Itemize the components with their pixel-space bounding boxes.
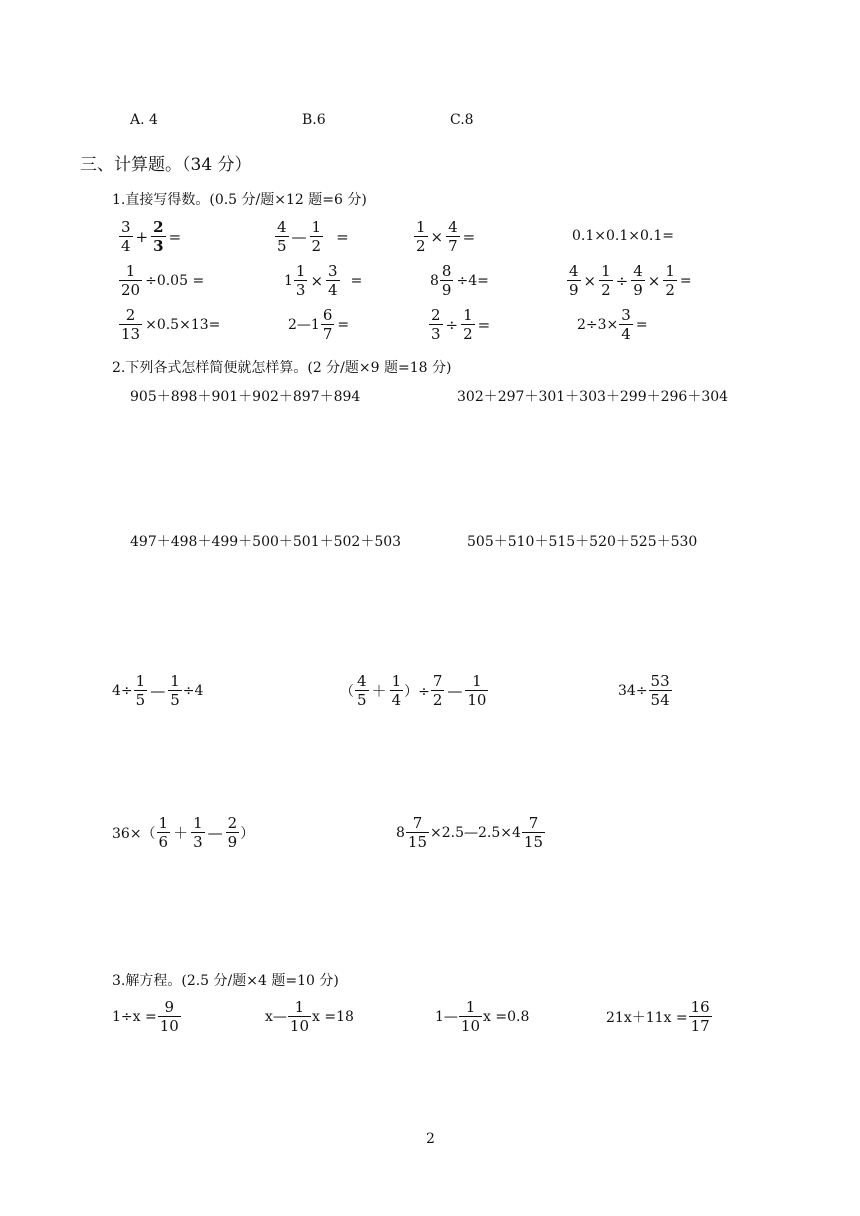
p2-e4: 505＋510＋515＋520＋525＋530 (467, 534, 698, 550)
p2-e1: 905＋898＋901＋902＋897＋894 (130, 389, 361, 405)
p1-r2-b: 1 $\frac{1}{3}$ × $\frac{3}{4}$ = (284, 262, 363, 299)
p1-r3-a: $\frac{2}{13}$ ×0.5×13= (121, 306, 221, 343)
p3-q3: 1— $\frac{1}{10}$ x =0.8 (435, 998, 530, 1035)
p3-q1: 1÷x = $\frac{9}{10}$ (112, 998, 179, 1035)
p1-r3-d: 2÷3× $\frac{3}{4}$ = (577, 306, 648, 343)
part1-heading: 1.直接写得数。(0.5 分/题×12 题=6 分) (112, 192, 367, 208)
choice-b: B.6 (302, 112, 326, 128)
p2-e7: 34÷ $\frac{53}{54}$ (618, 672, 670, 709)
section3-title: 三、计算题。（34 分） (80, 155, 252, 175)
p1-r3-c: $\frac{2}{3}$ ÷ $\frac{1}{2}$ = (431, 306, 491, 343)
p1-r1-b: $\frac{4}{5}$ — $\frac{1}{2}$ = (277, 218, 349, 255)
p1-r2-d: $\frac{4}{9}$ × $\frac{1}{2}$ ÷ $\frac{4}{9}$ × $\frac{1}{2}$ = (569, 262, 692, 299)
p3-q2: x— $\frac{1}{10}$ x =18 (265, 998, 354, 1035)
part3-heading: 3.解方程。(2.5 分/题×4 题=10 分) (112, 973, 339, 989)
p2-e8: 36×（ $\frac{1}{6}$ ＋ $\frac{1}{3}$ — $\frac{2}{9}$ ） (112, 814, 255, 851)
p1-r2-a: $\frac{1}{20}$ ÷0.05 = (121, 262, 205, 299)
choice-c: C.8 (450, 112, 474, 128)
p2-e2: 302＋297＋301＋303＋299＋296＋304 (457, 389, 729, 405)
p1-r3-b: 2—1 $\frac{6}{7}$ = (288, 306, 350, 343)
p2-e6: （ $\frac{4}{5}$ ＋ $\frac{1}{4}$ ）÷ $\frac{7}{2}$ — $\frac{1}{10}$ (340, 672, 487, 709)
p2-e5: 4÷ $\frac{1}{5}$ — $\frac{1}{5}$ ÷4 (112, 672, 204, 709)
p2-e9: 8 $\frac{7}{15}$ ×2.5—2.5×4 $\frac{7}{15}$ (396, 814, 544, 851)
page-number: 2 (426, 1131, 435, 1147)
p1-r2-c: 8 $\frac{8}{9}$ ÷4= (430, 262, 489, 299)
p2-e3: 497＋498＋499＋500＋501＋502＋503 (130, 534, 402, 550)
p3-q4: 21x＋11x = $\frac{16}{17}$ (606, 998, 710, 1035)
choice-a: A. 4 (130, 112, 158, 128)
part2-heading: 2.下列各式怎样简便就怎样算。(2 分/题×9 题=18 分) (112, 360, 452, 376)
p1-r1-c: $\frac{1}{2}$ × $\frac{4}{7}$ = (416, 218, 476, 255)
p1-r1-d: 0.1×0.1×0.1= (572, 228, 674, 244)
p1-r1-a: $\frac{3}{4}$ + $\frac{2}{3}$ = (121, 218, 182, 255)
